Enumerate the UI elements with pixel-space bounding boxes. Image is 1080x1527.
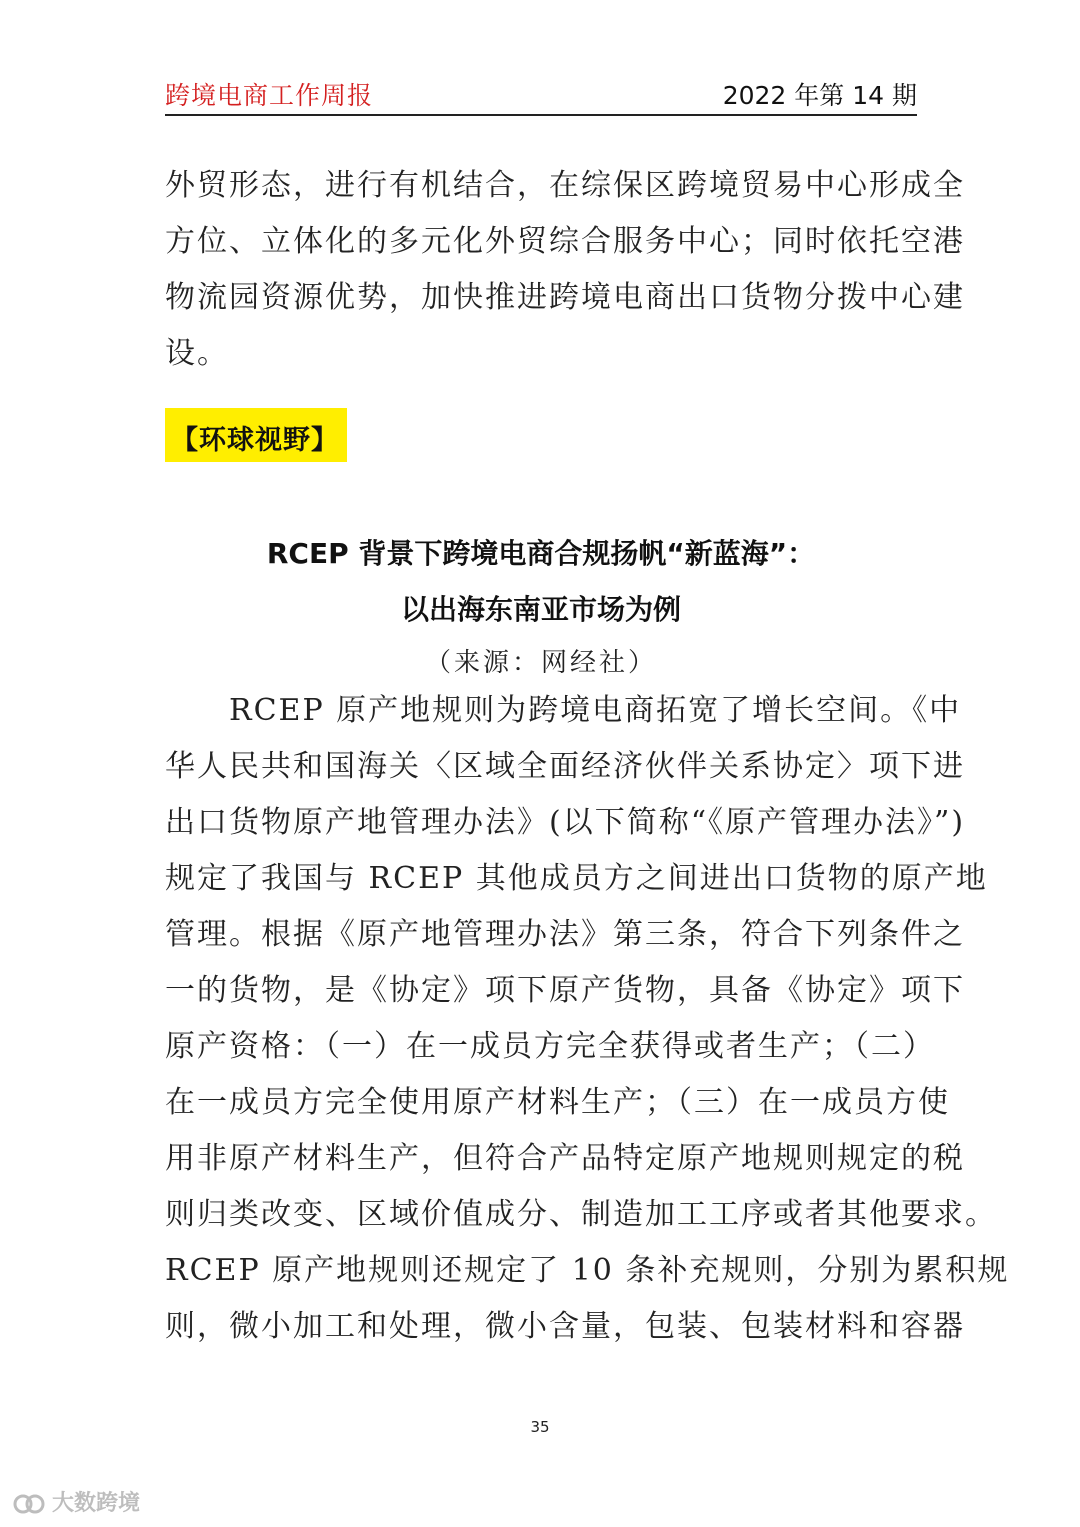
watermark-text: 大数跨境 [52, 1491, 141, 1516]
issue-number: 2022 年第 14 期 [722, 81, 917, 110]
section-heading-highlight [165, 408, 347, 462]
intro-line: 物流园资源优势，加快推进跨境电商出口货物分拨中心建 [165, 280, 965, 315]
watermark-logo-icon [12, 1493, 46, 1515]
body-line: 一的货物，是《协定》项下原产货物，具备《协定》项下 [165, 973, 965, 1008]
article-title-line-2: 以出海东南亚市场为例 [400, 593, 681, 626]
article-body [165, 683, 1010, 1355]
page-header [165, 70, 917, 110]
body-line: 华人民共和国海关〈区域全面经济伙伴关系协定〉项下进 [165, 749, 965, 784]
section-heading: 【环球视野】 [171, 425, 339, 456]
article-source: （来源：网经社） [424, 648, 657, 678]
intro-paragraph [165, 158, 965, 382]
body-line: RCEP 原产地规则还规定了 10 条补充规则，分别为累积规 [165, 1253, 1010, 1288]
page-number: 35 [530, 1418, 550, 1436]
watermark [12, 1486, 140, 1516]
body-line: 在一成员方完全使用原产材料生产；（三）在一成员方使 [165, 1085, 950, 1120]
body-line: 则，微小加工和处理，微小含量，包装、包装材料和容器 [165, 1309, 965, 1344]
intro-line: 设。 [165, 336, 229, 371]
body-line: 则归类改变、区域价值成分、制造加工工序或者其他要求。 [165, 1197, 997, 1232]
publication-title: 跨境电商工作周报 [165, 81, 374, 110]
intro-line: 方位、立体化的多元化外贸综合服务中心；同时依托空港 [165, 224, 965, 259]
intro-line: 外贸形态，进行有机结合，在综保区跨境贸易中心形成全 [165, 168, 965, 203]
body-line: 规定了我国与 RCEP 其他成员方之间进出口货物的原产地 [165, 861, 988, 896]
header-divider [165, 114, 917, 116]
article-title-line-1: RCEP 背景下跨境电商合规扬帆“新蓝海”： [266, 537, 816, 570]
body-line: RCEP 原产地规则为跨境电商拓宽了增长空间。《中 [165, 693, 962, 728]
body-line: 出口货物原产地管理办法》(以下简称“《原产管理办法》”) [165, 805, 966, 840]
body-line: 管理。根据《原产地管理办法》第三条，符合下列条件之 [165, 917, 965, 952]
body-line: 用非原产材料生产，但符合产品特定原产地规则规定的税 [165, 1141, 965, 1176]
body-line: 原产资格：（一）在一成员方完全获得或者生产；（二） [165, 1029, 935, 1064]
